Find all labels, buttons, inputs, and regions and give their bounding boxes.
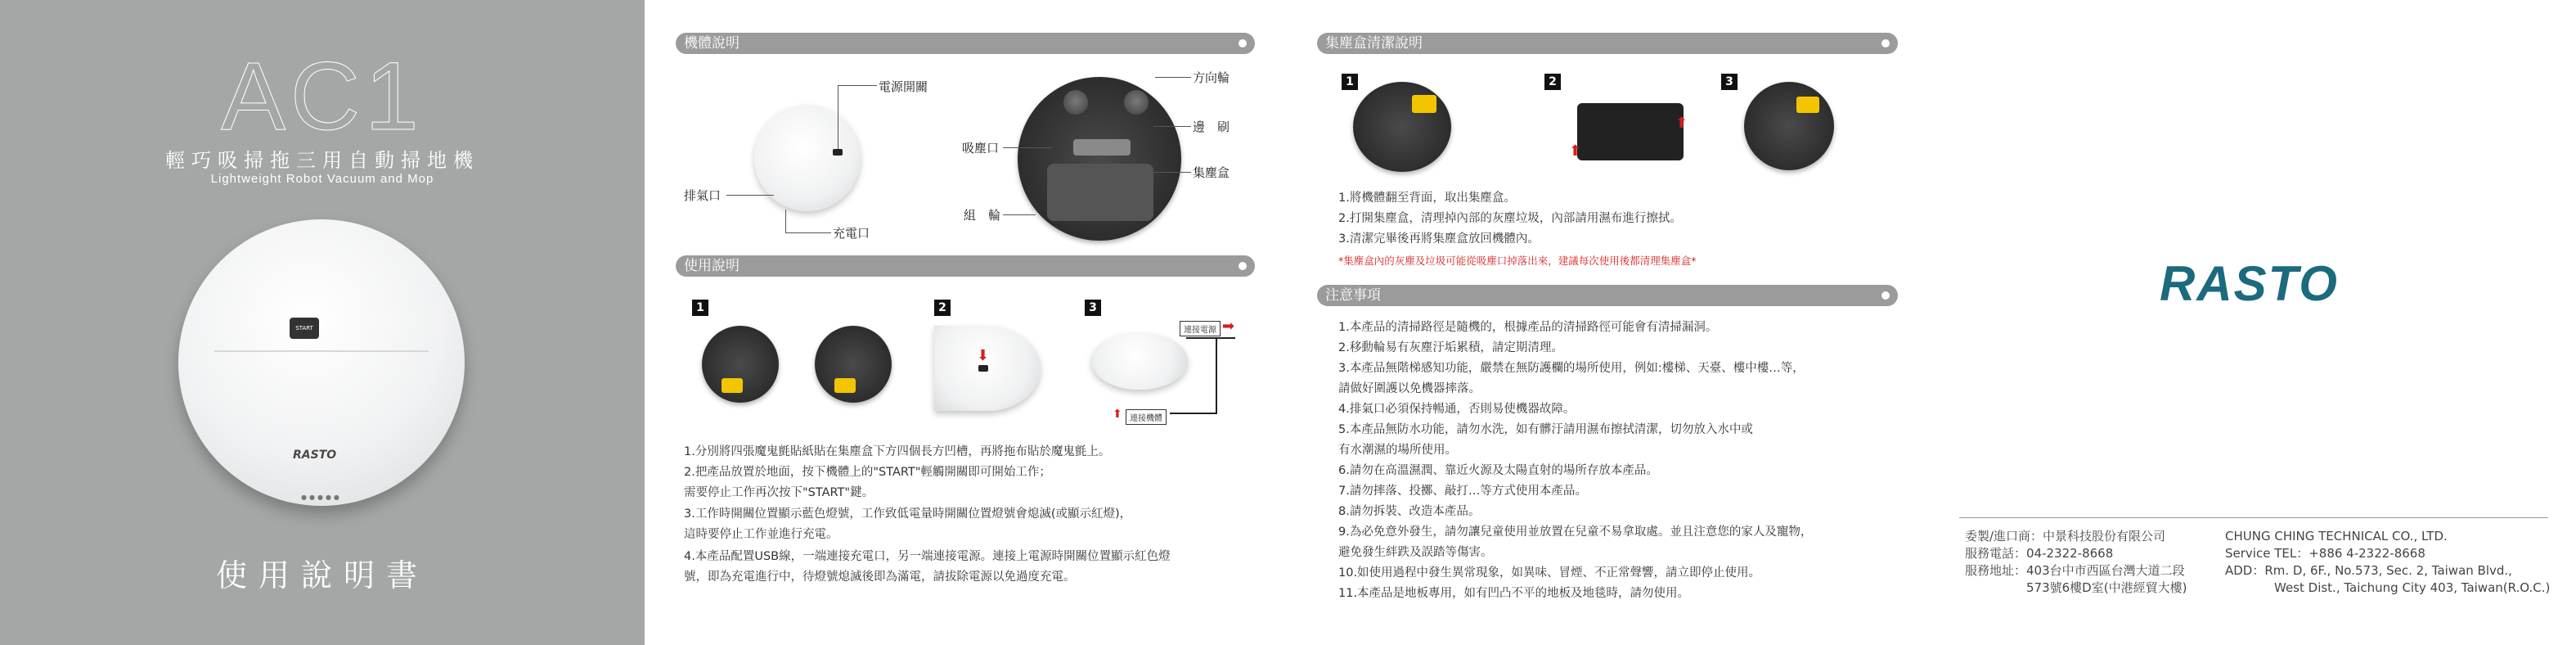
dustbox-line: 2.打開集塵盒，清理掉內部的灰塵垃圾，內部請用濕布進行擦拭。 xyxy=(1338,212,1682,225)
step-number: 3 xyxy=(1085,300,1101,316)
notes-line: 10.如使用過程中發生異常現象，如異味、冒煙、不正常聲響，請立即停止使用。 xyxy=(1338,566,1761,580)
usage-line: 號，即為充電進行中，待燈號熄滅後即為滿電，請拔除電源以免過度充電。 xyxy=(684,571,1076,584)
open-dust-box xyxy=(1577,103,1684,160)
dust-box-icon xyxy=(1796,97,1819,113)
bullet-icon xyxy=(1239,39,1247,47)
divider xyxy=(1959,517,2548,518)
usage-line: 1.分別將四張魔鬼氈貼紙貼在集塵盒下方四個長方凹槽，再將拖布貼於魔鬼氈上。 xyxy=(684,445,1111,458)
notes-line: 避免發生絆跌及誤踏等傷害。 xyxy=(1338,546,1493,559)
label-direction-wheel: 方向輪 xyxy=(1193,70,1230,85)
usage-line: 需要停止工作再次按下"START"鍵。 xyxy=(684,486,874,499)
arrow-right-icon: ➡ xyxy=(1222,318,1235,335)
bullet-icon xyxy=(1881,291,1890,300)
arrow-up-icon: ⬆ xyxy=(1113,408,1122,421)
contact-line: CHUNG CHING TECHNICAL CO., LTD. xyxy=(2225,529,2448,544)
notes-line: 6.請勿在高溫濕潤、靠近火源及太陽直射的場所存放本產品。 xyxy=(1338,464,1658,477)
usage-line: 2.把產品放置於地面，按下機體上的"START"輕觸開關即可開始工作； xyxy=(684,466,1051,479)
velcro-pad-icon xyxy=(722,378,743,393)
model-name: AC1 xyxy=(221,43,424,151)
notes-line: 8.請勿拆裝、改造本產品。 xyxy=(1338,505,1481,518)
bullet-icon xyxy=(1881,39,1890,47)
leader-line xyxy=(1153,126,1191,127)
brand-logo: RASTO xyxy=(2160,256,2339,311)
manual-title: 使用說明書 xyxy=(215,557,429,593)
notes-line: 11.本產品是地板專用，如有凹凸不平的地板及地毯時，請勿使用。 xyxy=(1338,587,1690,600)
power-switch-icon xyxy=(978,365,988,372)
section-header-dustbox xyxy=(1317,33,1898,54)
contact-line: Service TEL：+886 4-2322-8668 xyxy=(2225,546,2425,561)
section-title: 機體說明 xyxy=(684,35,740,52)
dust-box-icon xyxy=(1412,95,1436,113)
notes-line: 7.請勿摔落、投擲、敲打…等方式使用本產品。 xyxy=(1338,485,1587,498)
dustbox-line: 1.將機體翻至背面，取出集塵盒。 xyxy=(1338,192,1516,205)
side-brush-icon xyxy=(1063,90,1088,115)
robot-start-button: START xyxy=(290,318,319,339)
section-header-machine xyxy=(676,33,1255,54)
notes-line: 3.本產品無階梯感知功能，嚴禁在無防護欄的場所使用，例如:樓梯、天臺、樓中樓…等， xyxy=(1338,362,1805,375)
usage-line: 這時要停止工作並進行充電。 xyxy=(684,528,838,541)
label-exhaust: 排氣口 xyxy=(684,188,722,203)
section-header-usage xyxy=(676,255,1255,277)
leader-line xyxy=(785,232,831,233)
contact-line: 委製/進口商：中景科技股份有限公司 xyxy=(1965,529,2166,544)
section-header-notes xyxy=(1317,285,1898,306)
dustbox-line: 3.清潔完畢後再將集塵盒放回機體內。 xyxy=(1338,232,1540,246)
step-number: 2 xyxy=(934,300,951,316)
mop-pad-icon xyxy=(834,378,856,393)
label-side-brush: 邊 刷 xyxy=(1193,120,1230,134)
leader-line xyxy=(1003,214,1036,215)
step-number: 1 xyxy=(1342,74,1358,90)
usage-line: 3.工作時開關位置顯示藍色燈號，工作致低電量時開關位置燈號會熄滅(或顯示紅燈)， xyxy=(684,507,1132,521)
label-suction: 吸塵口 xyxy=(962,141,1000,156)
dust-box-outline xyxy=(1047,164,1153,221)
contact-line: ADD：Rm. D, 6F., No.573, Sec. 2, Taiwan Blvd., xyxy=(2225,563,2512,578)
step-number: 2 xyxy=(1544,74,1561,90)
robot-vacuum-image xyxy=(178,219,465,506)
section-title: 集塵盒清潔說明 xyxy=(1325,35,1423,52)
leader-line xyxy=(1003,147,1052,148)
usb-cable xyxy=(1186,337,1235,339)
notes-line: 4.排氣口必須保持暢通，否則易使機器故障。 xyxy=(1338,403,1576,416)
suction-port-icon xyxy=(1073,139,1131,156)
side-brush-icon xyxy=(1124,90,1149,115)
tag-machine: 連接機體 xyxy=(1126,409,1167,425)
leader-line xyxy=(1153,172,1191,173)
notes-line: 1.本產品的清掃路徑是隨機的，根據產品的清掃路徑可能會有清掃漏洞。 xyxy=(1338,321,1718,334)
contact-en xyxy=(2225,528,2550,597)
robot-bottom-view xyxy=(1744,82,1834,170)
power-switch-icon xyxy=(833,149,843,156)
leader-line xyxy=(726,195,774,196)
cover-subtitle-zh: 輕巧吸掃拖三用自動掃地機 xyxy=(165,149,479,172)
robot-brand-mark: RASTO xyxy=(293,449,337,462)
usb-cable xyxy=(1170,413,1217,414)
usage-line: 4.本產品配置USB線，一端連接充電口，另一端連接電源。連接上電源時開關位置顯示紅色燈 xyxy=(684,550,1171,563)
notes-line: 有水潮濕的場所使用。 xyxy=(1338,444,1457,457)
cover-subtitle-en: Lightweight Robot Vacuum and Mop xyxy=(210,172,434,186)
notes-line: 9.為必免意外發生，請勿讓兒童使用並放置在兒童不易拿取處。並且注意您的家人及寵物， xyxy=(1338,525,1813,539)
tag-power: 連接電源 xyxy=(1180,321,1221,336)
step-number: 1 xyxy=(692,300,708,316)
dustbox-warning: *集塵盒內的灰塵及垃圾可能從吸塵口掉落出來，建議每次使用後都清理集塵盒* xyxy=(1338,255,1697,267)
section-title: 使用說明 xyxy=(684,258,740,274)
notes-line: 5.本產品無防水功能，請勿水洗，如有髒汙請用濕布擦拭清潔，切勿放入水中或 xyxy=(1338,423,1753,436)
robot-vent: ●●●●● xyxy=(301,494,342,501)
contact-line: 服務電話：04-2322-8668 xyxy=(1965,546,2114,561)
arrow-up-icon: ⬆ xyxy=(1569,142,1582,160)
label-power: 電源開關 xyxy=(879,79,928,94)
contact-zh xyxy=(1965,528,2187,597)
cover-panel xyxy=(0,0,645,645)
contact-line: 573號6樓D室(中港經貿大樓) xyxy=(1965,580,2187,595)
bullet-icon xyxy=(1239,262,1247,270)
robot-bottom-view xyxy=(1353,82,1451,172)
leader-line xyxy=(838,85,877,86)
notes-line: 2.移動輪易有灰塵汙垢累積，請定期清理。 xyxy=(1338,341,1563,354)
leader-line xyxy=(785,210,786,232)
arrow-up-icon: ⬆ xyxy=(1675,115,1688,132)
label-wheels: 組 輪 xyxy=(964,208,1001,223)
robot-charging-view xyxy=(1091,332,1188,390)
section-title: 注意事項 xyxy=(1325,287,1381,304)
label-charge-port: 充電口 xyxy=(833,226,870,241)
leader-line xyxy=(1155,77,1191,78)
step-number: 3 xyxy=(1721,74,1738,90)
contact-line: 服務地址：403台中市西區台灣大道二段 xyxy=(1965,563,2185,578)
notes-line: 請做好圍護以免機器摔落。 xyxy=(1338,382,1481,395)
arrow-down-icon: ⬇ xyxy=(977,347,990,364)
label-dust-box: 集塵盒 xyxy=(1193,165,1230,180)
contact-line: West Dist., Taichung City 403, Taiwan(R.O.C.) xyxy=(2225,580,2551,595)
usb-cable xyxy=(1216,337,1217,413)
